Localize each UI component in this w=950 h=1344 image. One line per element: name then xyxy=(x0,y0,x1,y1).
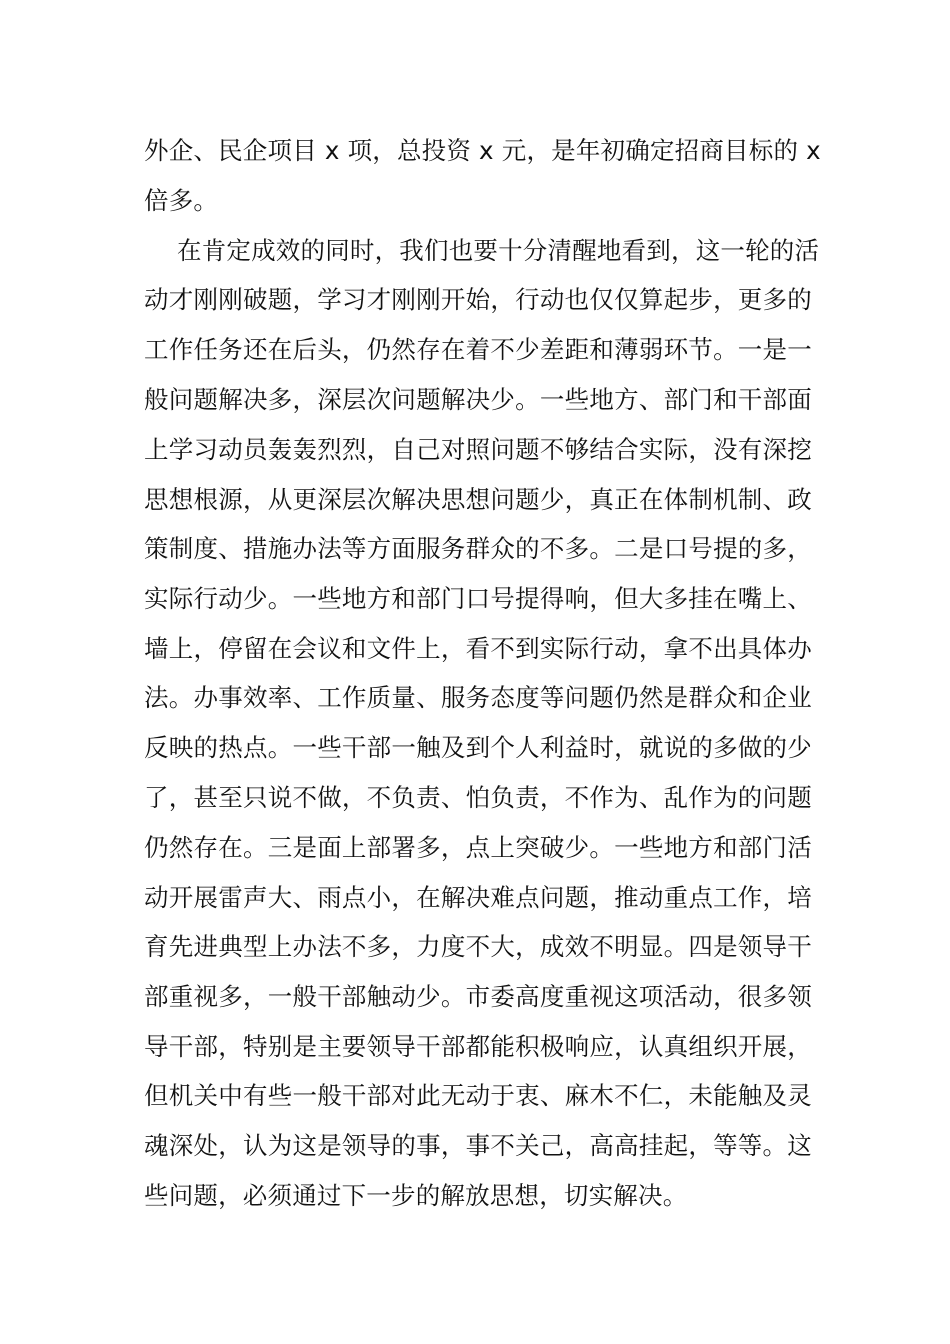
paragraph-line: 导干部，特别是主要领导干部都能积极响应，认真组织开展， xyxy=(144,1032,812,1061)
paragraph-line: 些问题，必须通过下一步的解放思想，切实解决。 xyxy=(144,1181,688,1210)
paragraph-line: 墙上，停留在会议和文件上，看不到实际行动，拿不出具体办 xyxy=(144,634,812,663)
paragraph-line: 策制度、措施办法等方面服务群众的不多。二是口号提的多， xyxy=(144,534,812,563)
paragraph-line: 但机关中有些一般干部对此无动于衷、麻木不仁，未能触及灵 xyxy=(144,1081,812,1110)
paragraph-line: 动才刚刚破题，学习才刚刚开始，行动也仅仅算起步，更多的 xyxy=(144,285,812,314)
paragraph-line: 思想根源，从更深层次解决思想问题少，真正在体制机制、政 xyxy=(144,485,812,514)
paragraph-line: 在肯定成效的同时，我们也要十分清醒地看到，这一轮的活 xyxy=(177,236,820,265)
paragraph-line: 法。办事效率、工作质量、服务态度等问题仍然是群众和企业 xyxy=(144,683,812,712)
paragraph-line: 魂深处，认为这是领导的事，事不关己，高高挂起，等等。这 xyxy=(144,1131,812,1160)
paragraph-line: 实际行动少。一些地方和部门口号提得响，但大多挂在嘴上、 xyxy=(144,584,812,613)
paragraph-line: 了，甚至只说不做，不负责、怕负责，不作为、乱作为的问题 xyxy=(144,783,812,812)
paragraph-line: 仍然存在。三是面上部署多，点上突破少。一些地方和部门活 xyxy=(144,833,812,862)
paragraph-line: 工作任务还在后头，仍然存在着不少差距和薄弱环节。一是一 xyxy=(144,335,812,364)
paragraph-line: 般问题解决多，深层次问题解决少。一些地方、部门和干部面 xyxy=(144,385,812,414)
paragraph-line: 动开展雷声大、雨点小，在解决难点问题，推动重点工作，培 xyxy=(144,883,812,912)
paragraph-line: 部重视多，一般干部触动少。市委高度重视这项活动，很多领 xyxy=(144,982,812,1011)
paragraph-line: 外企、民企项目 x 项，总投资 x 元，是年初确定招商目标的 x xyxy=(144,136,821,165)
paragraph-line: 反映的热点。一些干部一触及到个人利益时，就说的多做的少 xyxy=(144,733,812,762)
paragraph-line: 育先进典型上办法不多，力度不大，成效不明显。四是领导干 xyxy=(144,932,812,961)
paragraph-line: 倍多。 xyxy=(144,186,219,215)
paragraph-line: 上学习动员轰轰烈烈，自己对照问题不够结合实际，没有深挖 xyxy=(144,435,812,464)
